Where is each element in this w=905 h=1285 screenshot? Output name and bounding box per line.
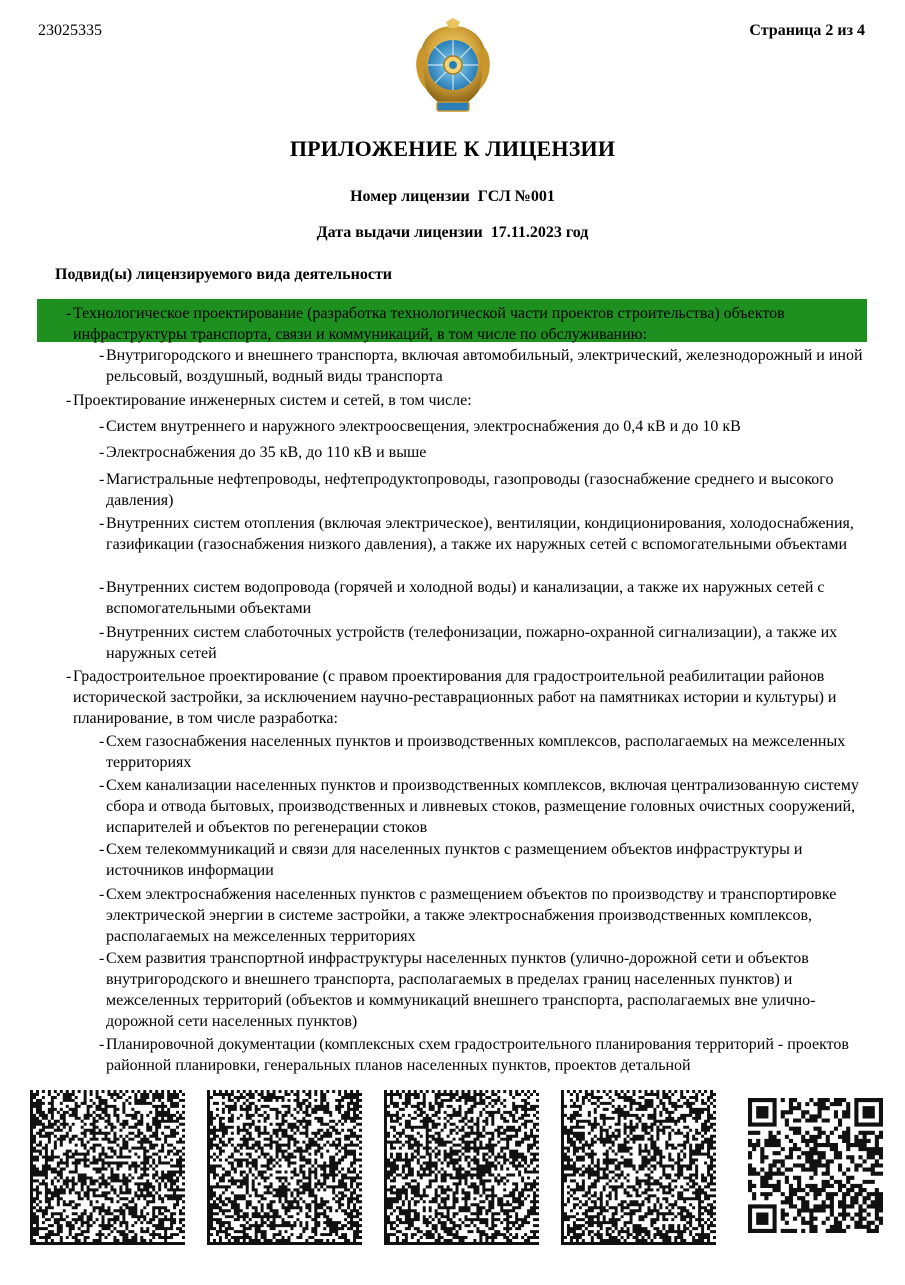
qr-code-icon <box>748 1098 883 1233</box>
list-item: - Электроснабжения до 35 кВ, до 110 кВ и выше <box>99 444 427 461</box>
list-item: - Магистральные нефтепроводы, нефтепродуктопроводы, газопроводы (газоснабжение среднего и высокого давления) <box>99 471 834 509</box>
section-title: Подвид(ы) лицензируемого вида деятельности <box>55 266 393 283</box>
document-number: 23025335 <box>38 22 102 39</box>
data-matrix-2-icon <box>207 1090 362 1245</box>
page-title: ПРИЛОЖЕНИЕ К ЛИЦЕНЗИИ <box>289 136 616 161</box>
data-matrix-3-icon <box>384 1090 539 1245</box>
list-item: - Планировочной документации (комплексных схем градостроительного планирования территорий - проектов районной планировки, генеральных планов населенных пунктов, проектов детальной <box>99 1036 849 1074</box>
data-matrix-1-icon <box>30 1090 185 1245</box>
data-matrix-4-icon <box>561 1090 716 1245</box>
state-emblem-icon <box>413 18 493 116</box>
list-item: - Внутренних систем водопровода (горячей и холодной воды) и канализации, а также их наружных сетей с вспомогательными объектами <box>99 579 825 617</box>
list-item: - Внутренних систем слаботочных устройств (телефонизации, пожарно-охранной сигнализации), а также их наружных сетей <box>99 624 838 662</box>
list-item: - Проектирование инженерных систем и сетей, в том числе: <box>66 392 472 409</box>
page-number: Страница 2 из 4 <box>749 22 865 39</box>
list-item: - Схем телекоммуникаций и связи для населенных пунктов с размещением объектов инфраструктуры и источников информации <box>99 841 803 879</box>
list-item: - Схем канализации населенных пунктов и производственных комплексов, включая централизованную систему сбора и отвода бытовых, производственных и ливневых стоков, размещение головных очистных сооружений, испарителей и объектов по регенерации стоков <box>99 777 859 836</box>
license-date-row <box>0 224 905 242</box>
license-date-value: 17.11.2023 год <box>490 224 589 241</box>
list-item: - Схем электроснабжения населенных пунктов с размещением объектов по производству и транспортировке электрической энергии в системе застройки, а также электроснабжения производственных комплексов, располагаемых на межселенных территориях <box>99 886 837 945</box>
license-number-value: ГСЛ №001 <box>477 188 555 205</box>
license-date-label: Дата выдачи лицензии <box>316 224 483 241</box>
list-item: - Внутренних систем отопления (включая электрическое), вентиляции, кондиционирования, холодоснабжения, газификации (газоснабжения низкого давления), а также их наружных сетей с вспомогательными объектами <box>99 515 854 553</box>
list-item: - Схем развития транспортной инфраструктуры населенных пунктов (улично-дорожной сети и объектов внутригородского и внешнего транспорта, располагаемых в пределах границ населенных пунктов) и межселенных территорий (объектов и коммуникаций внешнего транспорта, располагаемых вне улично-дорожной сети населенных пунктов) <box>99 950 816 1030</box>
list-item: - Технологическое проектирование (разработка технологической части проектов строительства) объектов инфраструктуры транспорта, связи и коммуникаций, в том числе по обслуживанию: <box>66 305 785 343</box>
list-item: - Градостроительное проектирование (с правом проектирования для градостроительной реабилитации районов исторической застройки, за исключением научно-реставрационных работ на памятниках истории и культуры) и планирование, в том числе разработка: <box>66 668 837 727</box>
list-item: - Систем внутреннего и наружного электроосвещения, электроснабжения до 0,4 кВ и до 10 кВ <box>99 418 741 435</box>
list-item: - Схем газоснабжения населенных пунктов и производственных комплексов, располагаемых на межселенных территориях <box>99 733 846 771</box>
license-number-label: Номер лицензии <box>350 188 470 205</box>
license-number-row <box>0 188 905 206</box>
list-item: - Внутригородского и внешнего транспорта, включая автомобильный, электрический, железнодорожный и иной рельсовый, воздушный, водный виды транспорта <box>99 347 863 385</box>
